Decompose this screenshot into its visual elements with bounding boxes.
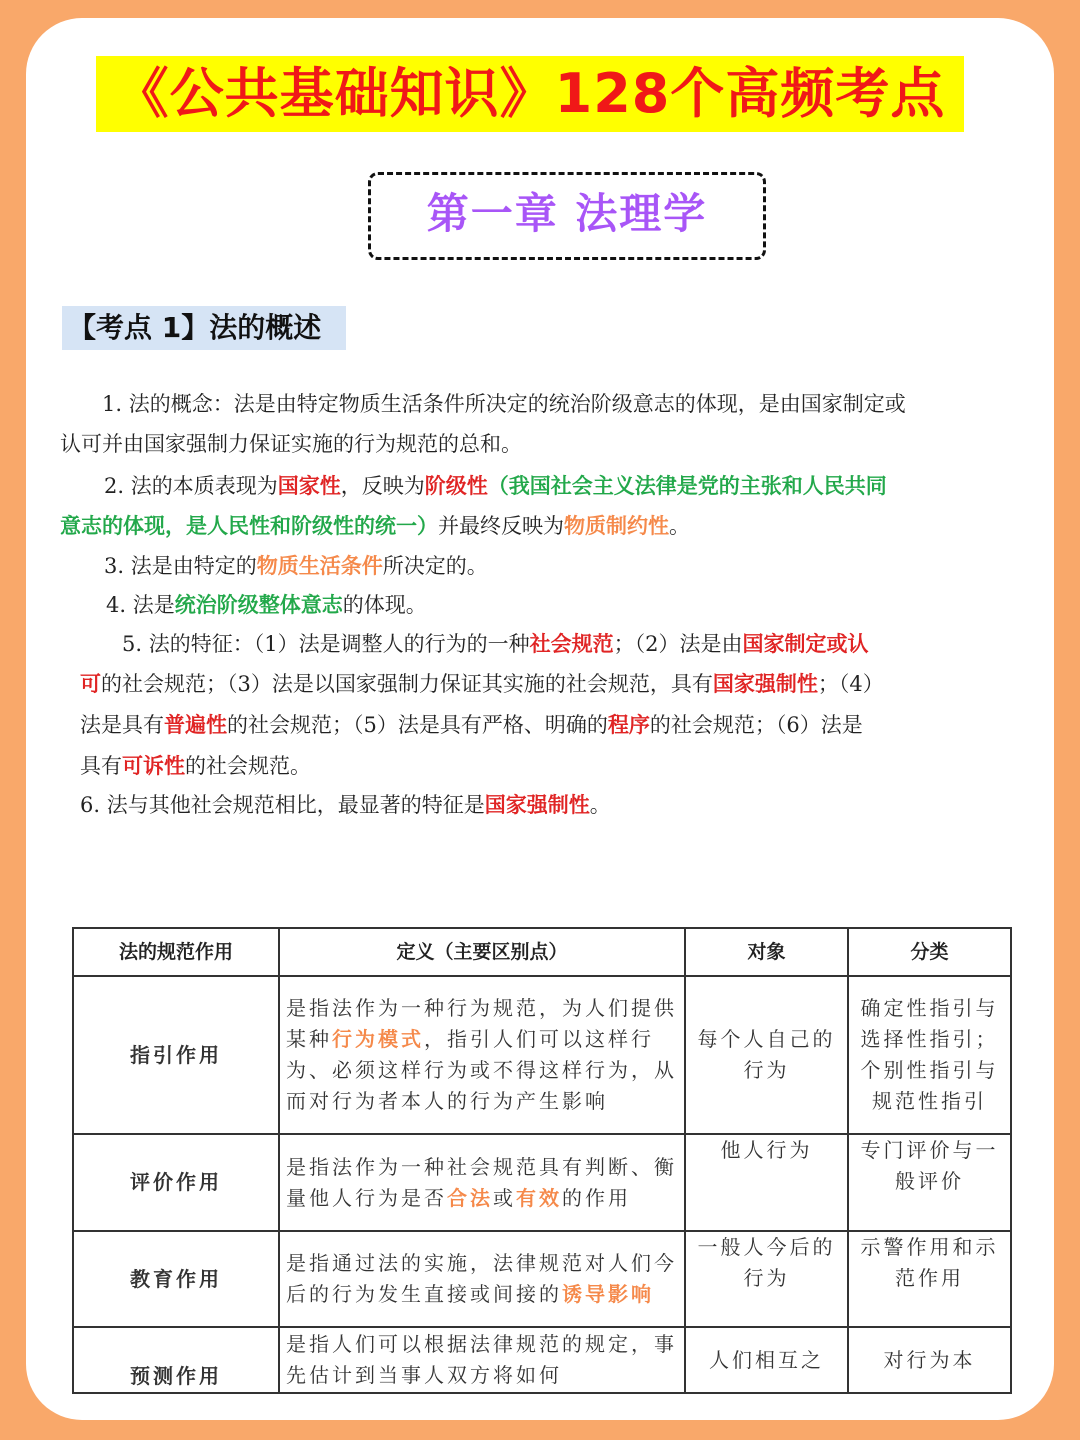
content-card <box>26 18 1054 1420</box>
row-definition: 是指通过法的实施，法律规范对人们今后的行为发生直接或间接的诱导影响 <box>279 1231 685 1327</box>
row-definition: 是指法作为一种行为规范，为人们提供某种行为模式，指引人们可以这样行为、必须这样行为或不得这样行为，从而对行为者本人的行为产生影响 <box>279 976 685 1134</box>
para-1-line-2: 认可并由国家强制力保证实施的行为规范的总和。 <box>60 432 522 456</box>
header-category: 分类 <box>848 928 1011 976</box>
row-category: 确定性指引与选择性指引；个别性指引与规范性指引 <box>848 976 1011 1134</box>
row-name: 教育作用 <box>73 1231 279 1327</box>
row-definition: 是指法作为一种社会规范具有判断、衡量他人行为是否合法或有效的作用 <box>279 1134 685 1231</box>
row-object: 一般人今后的行为 <box>685 1231 848 1327</box>
normative-functions-table <box>72 927 1012 1394</box>
header-object: 对象 <box>685 928 848 976</box>
para-1-line-1: 1. 法的概念：法是由特定物质生活条件所决定的统治阶级意志的体现，是由国家制定或 <box>102 392 906 416</box>
row-object: 人们相互之 <box>685 1327 848 1393</box>
row-definition: 是指人们可以根据法律规范的规定，事先估计到当事人双方将如何 <box>279 1327 685 1393</box>
row-name: 评价作用 <box>73 1134 279 1231</box>
row-name: 预测作用 <box>73 1327 279 1393</box>
para-5-line-2: 可的社会规范；（3）法是以国家强制力保证其实施的社会规范，具有国家强制性；（4） <box>80 671 884 696</box>
table-row <box>73 1327 1011 1393</box>
row-category: 示警作用和示范作用 <box>848 1231 1011 1327</box>
row-category: 对行为本 <box>848 1327 1011 1393</box>
header-definition: 定义（主要区别点） <box>279 928 685 976</box>
para-2-line-1: 2. 法的本质表现为国家性，反映为阶级性（我国社会主义法律是党的主张和人民共同 <box>104 473 887 498</box>
table-row <box>73 976 1011 1134</box>
row-name: 指引作用 <box>73 976 279 1134</box>
table-header-row <box>73 928 1011 976</box>
para-5-line-1: 5. 法的特征：（1）法是调整人的行为的一种社会规范；（2）法是由国家制定或认 <box>122 631 869 656</box>
chapter-heading: 第一章 法理学 <box>368 172 766 260</box>
para-2-line-2: 意志的体现，是人民性和阶级性的统一）并最终反映为物质制约性。 <box>60 513 690 538</box>
row-object: 他人行为 <box>685 1134 848 1231</box>
para-6: 6. 法与其他社会规范相比，最显著的特征是国家强制性。 <box>80 792 611 817</box>
section-heading: 【考点 1】法的概述 <box>62 306 346 350</box>
row-object: 每个人自己的行为 <box>685 976 848 1134</box>
para-5-line-3: 法是具有普遍性的社会规范；（5）法是具有严格、明确的程序的社会规范；（6）法是 <box>80 712 863 737</box>
para-3: 3. 法是由特定的物质生活条件所决定的。 <box>104 553 488 578</box>
header-function: 法的规范作用 <box>73 928 279 976</box>
table-row <box>73 1231 1011 1327</box>
table-row <box>73 1134 1011 1231</box>
para-4: 4. 法是统治阶级整体意志的体现。 <box>106 592 427 617</box>
row-category: 专门评价与一般评价 <box>848 1134 1011 1231</box>
page-title: 《公共基础知识》128个高频考点 <box>114 62 946 125</box>
para-5-line-4: 具有可诉性的社会规范。 <box>80 753 311 778</box>
